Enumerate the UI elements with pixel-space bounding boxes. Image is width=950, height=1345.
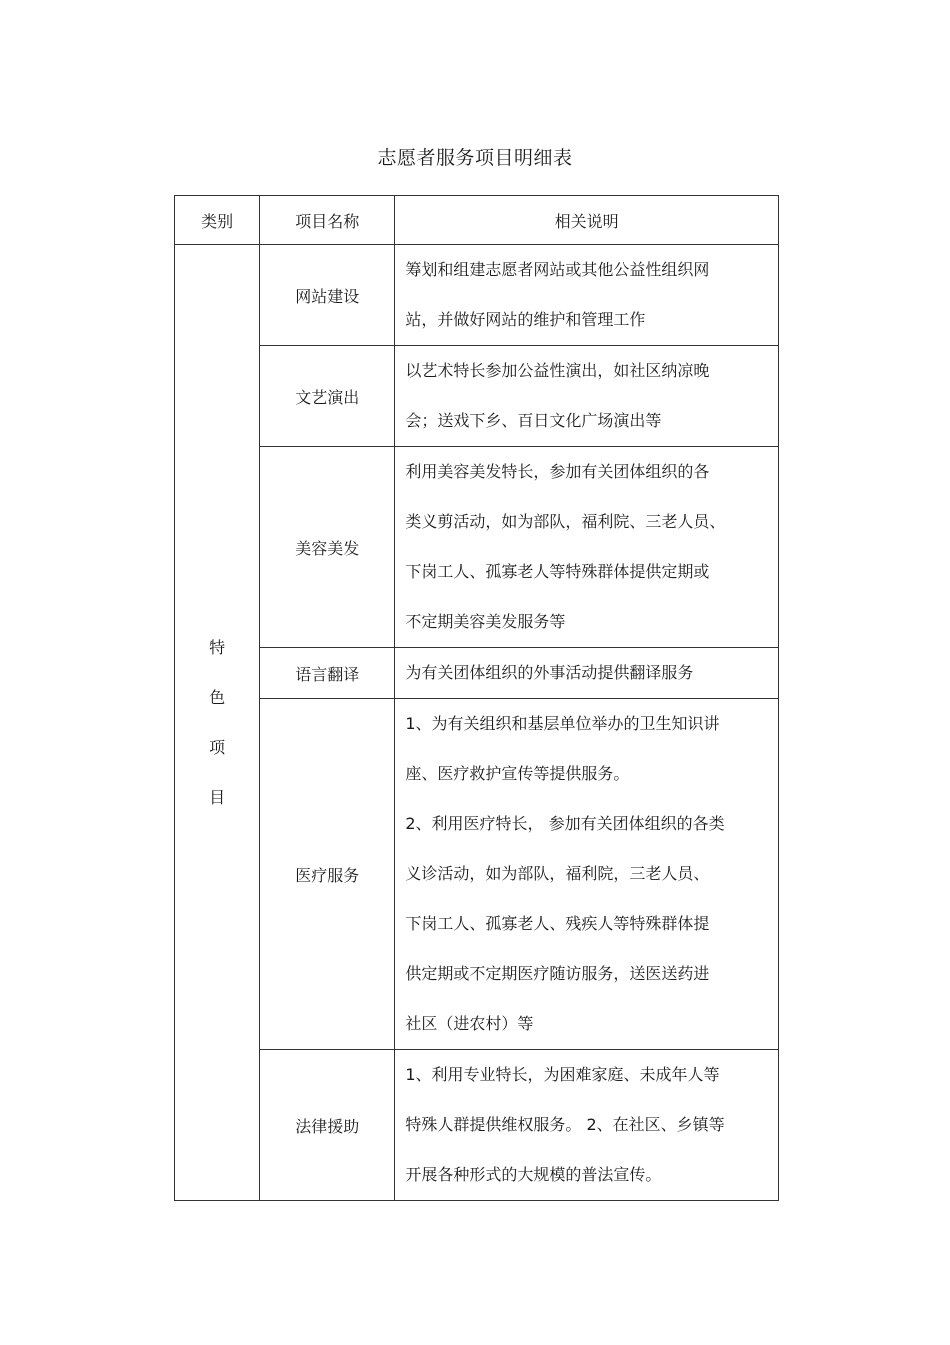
header-category: 类别 (175, 196, 260, 245)
description-line: 会；送戏下乡、百日文化广场演出等 (405, 411, 662, 430)
description-line: 1、利用专业特长，为困难家庭、未成年人等 (405, 1065, 720, 1084)
table-header-row (175, 196, 779, 245)
description-line: 下岗工人、孤寡老人等特殊群体提供定期或 (405, 562, 710, 581)
category-char: 特 (209, 637, 226, 657)
description-line: 义诊活动，如为部队，福利院，三老人员、 (405, 864, 710, 883)
table-row (175, 447, 779, 648)
description-line: 供定期或不定期医疗随访服务，送医送药进 (405, 964, 710, 983)
description-cell (395, 699, 779, 1050)
table-row (175, 648, 779, 699)
category-cell (175, 245, 260, 1201)
project-name-cell: 美容美发 (260, 447, 395, 648)
description-line: 下岗工人、孤寡老人、残疾人等特殊群体提 (405, 914, 710, 933)
category-char: 项 (209, 737, 226, 757)
project-name-cell: 医疗服务 (260, 699, 395, 1050)
project-name-cell: 网站建设 (260, 245, 395, 346)
project-name-cell: 法律援助 (260, 1050, 395, 1201)
description-cell (395, 1050, 779, 1201)
description-cell (395, 648, 779, 699)
project-name-cell: 文艺演出 (260, 346, 395, 447)
description-line: 站，并做好网站的维护和管理工作 (405, 310, 646, 329)
table-row (175, 1050, 779, 1201)
description-line: 不定期美容美发服务等 (405, 612, 566, 631)
description-cell (395, 346, 779, 447)
table-row (175, 245, 779, 346)
category-char: 色 (209, 687, 226, 707)
table-row (175, 699, 779, 1050)
header-project-name: 项目名称 (260, 196, 395, 245)
description-line: 利用美容美发特长，参加有关团体组织的各 (405, 462, 710, 481)
description-line: 社区（进农村）等 (405, 1014, 534, 1033)
volunteer-project-table (174, 195, 779, 1201)
description-line: 2、利用医疗特长， 参加有关团体组织的各类 (405, 814, 725, 833)
description-line: 筹划和组建志愿者网站或其他公益性组织网 (405, 260, 710, 279)
description-line: 座、医疗救护宣传等提供服务。 (405, 764, 630, 783)
description-line: 1、为有关组织和基层单位举办的卫生知识讲 (405, 714, 720, 733)
description-line: 特殊人群提供维权服务。 2、在社区、乡镇等 (405, 1115, 725, 1134)
description-line: 开展各种形式的大规模的普法宣传。 (405, 1165, 662, 1184)
category-char: 目 (209, 787, 226, 807)
description-cell (395, 245, 779, 346)
description-cell (395, 447, 779, 648)
description-line: 以艺术特长参加公益性演出，如社区纳凉晚 (405, 361, 710, 380)
project-name-cell: 语言翻译 (260, 648, 395, 699)
description-line: 类义剪活动，如为部队，福利院、三老人员、 (405, 512, 726, 531)
table-row (175, 346, 779, 447)
page-title: 志愿者服务项目明细表 (377, 147, 573, 169)
description-line: 为有关团体组织的外事活动提供翻译服务 (405, 663, 694, 682)
header-description: 相关说明 (395, 196, 779, 245)
